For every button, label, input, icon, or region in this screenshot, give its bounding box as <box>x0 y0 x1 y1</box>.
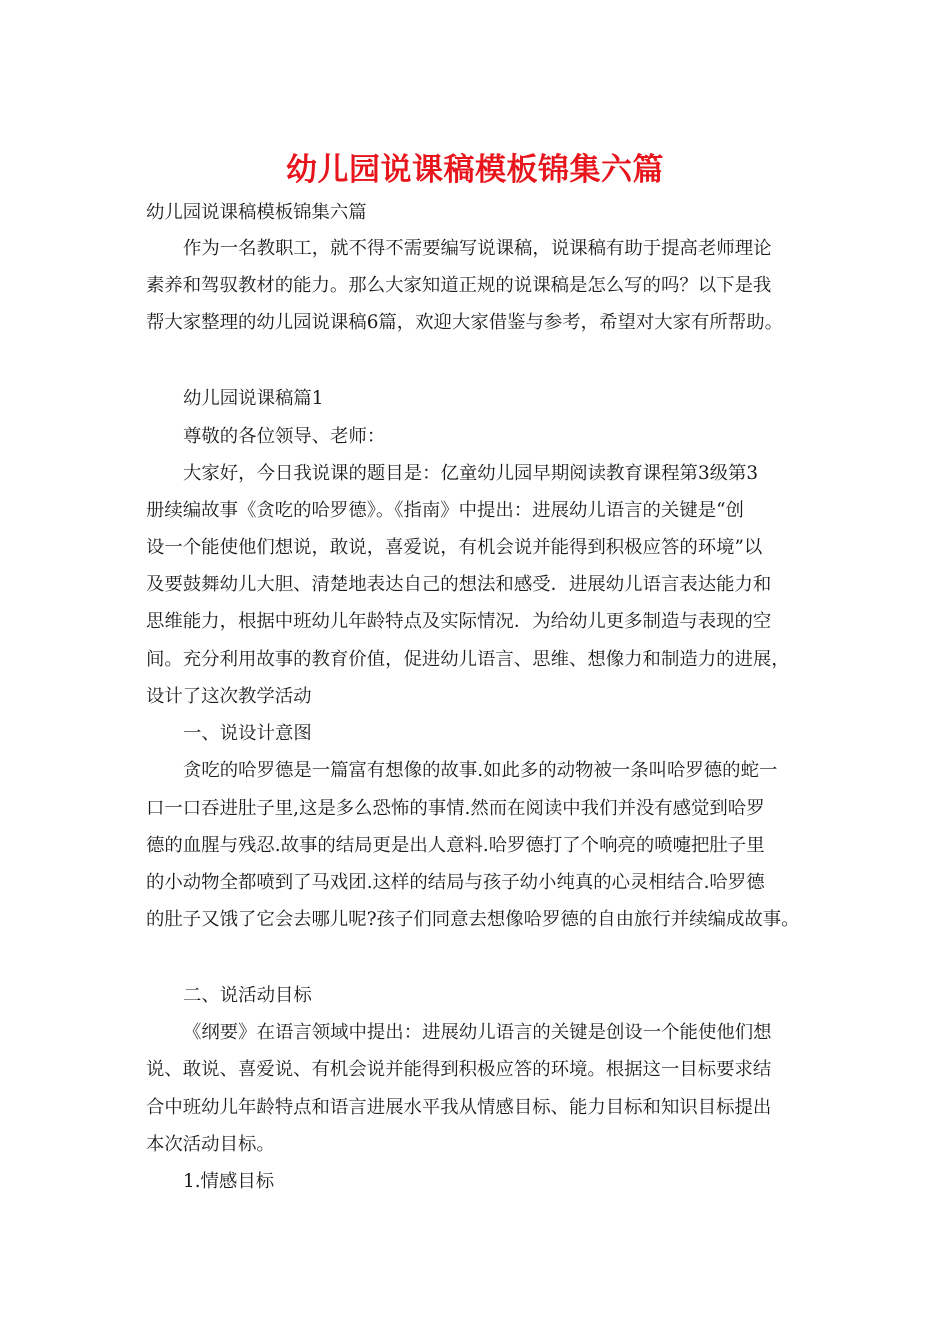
text-line: 设计了这次教学活动 <box>146 686 312 707</box>
text-line: 合中班幼儿年龄特点和语言进展水平我从情感目标、能力目标和知识目标提出 <box>146 1097 772 1118</box>
text-line: 帮大家整理的幼儿园说课稿6篇，欢迎大家借鉴与参考，希望对大家有所帮助。 <box>146 312 783 333</box>
text-line: 间。充分利用故事的教育价值，促进幼儿语言、思维、想像力和制造力的进展， <box>146 649 790 670</box>
text-line: 设一个能使他们想说，敢说，喜爱说，有机会说并能得到积极应答的环境”以 <box>146 537 763 558</box>
text-line: 作为一名教职工，就不得不需要编写说课稿，说课稿有助于提高老师理论 <box>183 238 772 259</box>
page-title: 幼儿园说课稿模板锦集六篇 <box>286 152 664 188</box>
text-line: 素养和驾驭教材的能力。那么大家知道正规的说课稿是怎么写的吗？以下是我 <box>146 275 772 296</box>
text-line: 大家好，今日我说课的题目是：亿童幼儿园早期阅读教育课程第3级第3 <box>183 463 759 484</box>
section-heading: 一、说设计意图 <box>183 723 312 744</box>
subtitle-line: 幼儿园说课稿模板锦集六篇 <box>146 202 367 223</box>
subsection-heading: 1.情感目标 <box>183 1171 275 1192</box>
text-line: 本次活动目标。 <box>146 1134 275 1155</box>
section-heading: 幼儿园说课稿篇1 <box>183 388 324 409</box>
text-line: 的肚子又饿了它会去哪儿呢?孩子们同意去想像哈罗德的自由旅行并续编成故事。 <box>146 909 800 930</box>
text-line: 贪吃的哈罗德是一篇富有想像的故事.如此多的动物被一条叫哈罗德的蛇一 <box>183 760 778 781</box>
text-line: 《纲要》在语言领域中提出：进展幼儿语言的关键是创设一个能使他们想 <box>183 1022 772 1043</box>
text-line: 思维能力，根据中班幼儿年龄特点及实际情况．为给幼儿更多制造与表现的空 <box>146 611 772 632</box>
salutation: 尊敬的各位领导、老师： <box>183 426 386 447</box>
text-line: 德的血腥与残忍.故事的结局更是出人意料.哈罗德打了个响亮的喷嚏把肚子里 <box>146 835 765 856</box>
section-heading: 二、说活动目标 <box>183 985 312 1006</box>
text-line: 口一口吞进肚子里,这是多么恐怖的事情.然而在阅读中我们并没有感觉到哈罗 <box>146 798 765 819</box>
text-line: 及要鼓舞幼儿大胆、清楚地表达自己的想法和感受．进展幼儿语言表达能力和 <box>146 574 772 595</box>
text-line: 的小动物全都喷到了马戏团.这样的结局与孩子幼小纯真的心灵相结合.哈罗德 <box>146 872 765 893</box>
text-line: 说、敢说、喜爱说、有机会说并能得到积极应答的环境。根据这一目标要求结 <box>146 1059 772 1080</box>
text-line: 册续编故事《贪吃的哈罗德》。《指南》中提出：进展幼儿语言的关键是“创 <box>146 500 744 521</box>
